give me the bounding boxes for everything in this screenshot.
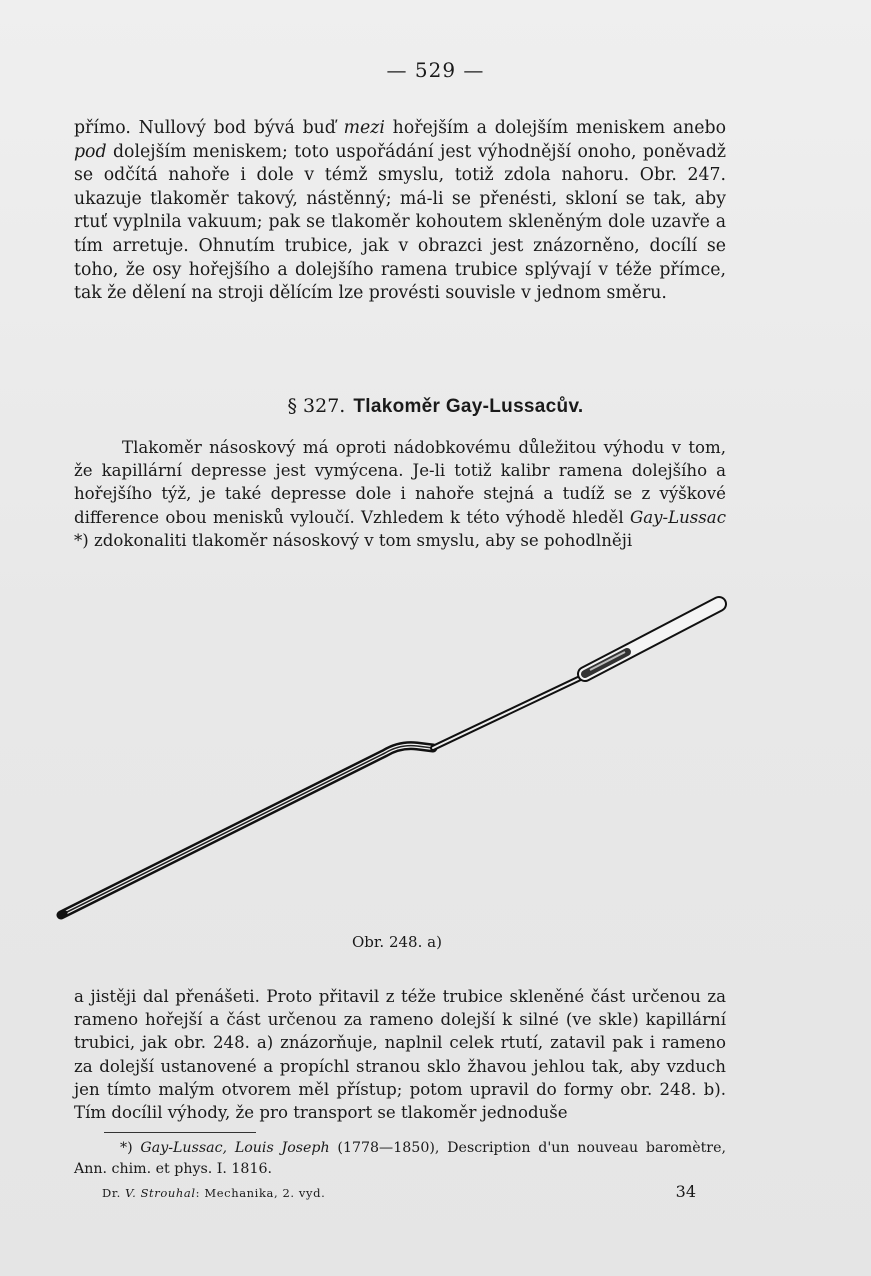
footnote — [74, 1138, 726, 1180]
paragraph-3: a jistěji dal přenášeti. Proto přitavil z téže trubice skleněné část určenou za rameno hořejší a část určenou za rameno dolejší k silné (ve skle) kapillární trubici, jak obr. 248. a) znázorňuje, naplnil celek rtutí, zatavil pak i rameno za dolejší ustanovené a propíchl stranou sklo žhavou jehlou tak, aby vzduch jen tímto malým otvorem měl přístup; potom upravil do formy obr. 248. b). Tím docílil výhody, že pro transport se tlakoměr jednoduše — [74, 987, 726, 1123]
footnote-divider — [104, 1132, 256, 1133]
footer-title: : Mechanika, 2. vyd. — [195, 1186, 326, 1200]
footnote-author: Gay-Lussac, Louis Joseph — [140, 1140, 330, 1156]
paragraph-2-emph-name: Gay-Lussac — [629, 507, 726, 527]
tube-middle — [433, 671, 595, 748]
barometer-tube-illustration — [55, 588, 735, 928]
paragraph-2-text-b: *) zdokonaliti tlakoměr násoskový v tom smyslu, aby se pohodlněji — [74, 530, 633, 550]
signature-mark: 34 — [675, 1182, 696, 1201]
footnote-text: (1778—1850), Description d'un nouveau baromètre, Ann. chim. et phys. I. 1816. — [74, 1140, 726, 1177]
paragraph-1-text-b: hořejším a dolejším meniskem anebo — [384, 118, 726, 138]
page-footer — [102, 1182, 696, 1201]
paragraph-1-text-c: dolejším meniskem; toto uspořádání jest výhodnější onoho, poněvadž se odčítá nahoře i dole v témž smyslu, totiž zdola nahoru. Obr. 247. ukazuje tlakoměr takový, nástěnný; má-li se přenésti, skloní se tak, aby rtuť vyplnila vakuum; pak se tlakoměr kohoutem skleněným dole uzavře a tím arretuje. Ohnutím trubice, jak v obrazci jest znázorněno, docílí se toho, že osy hořejšího a dolejšího ramena trubice splývají v téže přímce, tak že dělení na stroji dělícím lze provésti souvisle v jednom směru. — [74, 141, 726, 304]
tube-lower-arm — [61, 746, 433, 915]
section-title: Tlakoměr Gay-Lussacův. — [353, 396, 584, 417]
section-number: § 327. — [287, 395, 346, 417]
footer-author: V. Strouhal — [125, 1186, 196, 1200]
paragraph-1-text-a: přímo. Nullový bod bývá buď — [74, 118, 344, 138]
footnote-marker: *) — [120, 1140, 141, 1156]
paragraph-2 — [74, 436, 726, 552]
figure-caption: Obr. 248. a) — [352, 933, 442, 951]
tube-upper-arm — [585, 604, 719, 674]
page-number: — 529 — — [386, 58, 485, 82]
paragraph-1-emph-pod: pod — [74, 141, 107, 162]
section-heading — [0, 395, 871, 418]
paragraph-1-emph-mezi: mezi — [343, 118, 385, 138]
paragraph-2-text-a: Tlakoměr násoskový má oproti nádobkovému důležitou výhodu v tom, že kapillární depresse jest vymýcena. Je-li totiž kalibr ramena dolejšího a hořejšího týž, je také depresse dole i nahoře stejná a tudíž se z výškové difference obou menisků vyloučí. Vzhledem k této výhodě hleděl — [74, 438, 726, 527]
paragraph-1 — [74, 117, 726, 306]
footer-prefix: Dr. — [102, 1186, 126, 1200]
